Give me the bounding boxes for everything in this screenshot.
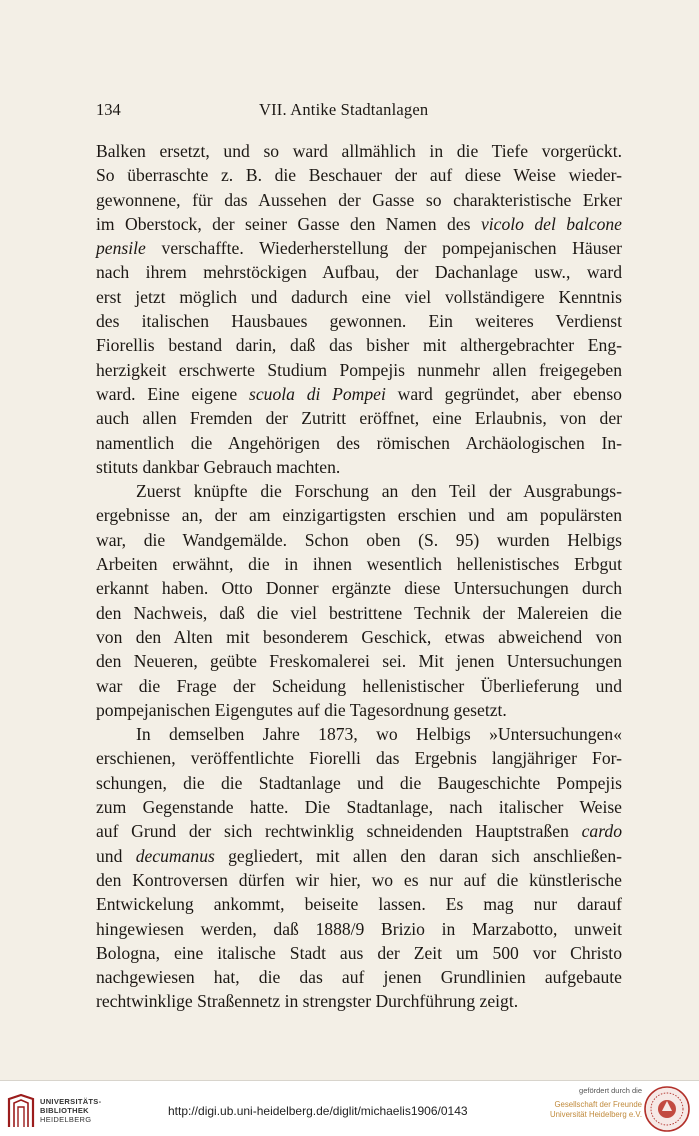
italic-term: pensile xyxy=(96,238,146,259)
paragraph xyxy=(96,479,622,722)
italic-term: scuola di Pompei xyxy=(249,383,386,404)
text-line: nach ihrem mehrstöckigen Aufbau, der Dachanlage usw., ward xyxy=(96,262,622,283)
library-name-line: UNIVERSITÄTS- xyxy=(40,1097,102,1106)
text-line: nachgewiesen hat, die das auf jenen Grundlinien aufgebaute xyxy=(96,967,622,988)
text-line: ergebnisse an, der am einzigartigsten erschien und am populärsten xyxy=(96,505,622,526)
text-line: herzigkeit erschwerte Studium Pompejis nunmehr allen freigegeben xyxy=(96,359,622,380)
text-line: auch allen Fremden der Zutritt eröffnet, eine Erlaubnis, von der xyxy=(96,408,622,429)
text-line: den Nachweis, daß die viel bestrittene Technik der Malereien die xyxy=(96,602,622,623)
text-line: war die Frage der Scheidung hellenistischer Überlieferung und xyxy=(96,675,622,696)
italic-term: decumanus xyxy=(135,845,215,866)
italic-term: vicolo del balcone xyxy=(480,213,622,234)
paragraph xyxy=(96,722,622,1014)
library-name-line: BIBLIOTHEK xyxy=(40,1106,89,1115)
chapter-title: VII. Antike Stadtanlagen xyxy=(259,100,429,119)
text-line: schungen, die die Stadtanlage und die Baugeschichte Pompejis xyxy=(96,772,622,793)
text-line: Fiorellis bestand darin, daß das bisher mit althergebrachter Eng- xyxy=(96,335,622,356)
text-line: auf Grund der sich rechtwinklig schneidenden Hauptstraßen cardo xyxy=(96,821,622,842)
text-line: Entwickelung ankommt, beiseite lassen. Es mag nur darauf xyxy=(96,894,622,915)
text-line: rechtwinklige Straßennetz in strengster Durchführung zeigt. xyxy=(96,991,519,1012)
permalink-url[interactable]: http://digi.ub.uni-heidelberg.de/diglit/michaelis1906/0143 xyxy=(168,1104,468,1118)
paragraph xyxy=(96,139,622,479)
text-line: pensile verschaffte. Wiederherstellung der pompejanischen Häuser xyxy=(96,238,622,259)
funder-name: Gesellschaft der Freunde xyxy=(554,1100,642,1109)
text-line: gewonnene, für das Aussehen der Gasse so charakteristische Erker xyxy=(96,189,622,210)
text-line: stituts dankbar Gebrauch machten. xyxy=(96,456,341,477)
page-number: 134 xyxy=(96,100,121,119)
university-library-logo-icon[interactable] xyxy=(6,1093,36,1129)
funder-name: Universität Heidelberg e.V. xyxy=(549,1109,642,1119)
text-line: In demselben Jahre 1873, wo Helbigs »Untersuchungen« xyxy=(136,724,622,745)
text-line: den Neueren, geübte Freskomalerei sei. Mit jenen Untersuchungen xyxy=(96,651,622,672)
text-line: Zuerst knüpfte die Forschung an den Teil der Ausgrabungs- xyxy=(136,481,622,502)
text-line: des italischen Hausbaues gewonnen. Ein weiteres Verdienst xyxy=(96,311,622,332)
running-head xyxy=(96,100,622,122)
text-line: Arbeiten erwähnt, die in ihnen wesentlich hellenistisches Erbgut xyxy=(96,554,622,575)
text-line: den Kontroversen dürfen wir hier, wo es nur auf die künstlerische xyxy=(96,869,622,890)
text-line: ward. Eine eigene scuola di Pompei ward gegründet, aber ebenso xyxy=(96,383,622,404)
text-line: Balken ersetzt, und so ward allmählich in die Tiefe vorgerückt. xyxy=(96,141,622,161)
body-text xyxy=(96,139,622,1014)
text-line: erkannt haben. Otto Donner ergänzte diese Untersuchungen durch xyxy=(96,578,622,599)
text-line: Bologna, eine italische Stadt aus der Zeit um 500 vor Christo xyxy=(96,942,622,963)
text-line: zum Gegenstande hatte. Die Stadtanlage, nach italischer Weise xyxy=(96,797,622,818)
text-line: erschienen, veröffentlichte Fiorelli das Ergebnis langjähriger For- xyxy=(96,748,622,769)
text-line: So überraschte z. B. die Beschauer der auf diese Weise wieder- xyxy=(96,165,622,186)
text-line: im Oberstock, der seiner Gasse den Namen des vicolo del balcone xyxy=(96,213,622,234)
funding-credit xyxy=(522,1086,642,1119)
text-line: hingewiesen werden, daß 1888/9 Brizio in Marzabotto, unweit xyxy=(96,918,622,939)
library-name xyxy=(40,1097,120,1124)
text-line: war, die Wandgemälde. Schon oben (S. 95) wurden Helbigs xyxy=(96,529,622,550)
italic-term: cardo xyxy=(581,821,622,842)
text-line: pompejanischen Eigengutes auf die Tagesordnung gesetzt. xyxy=(96,699,507,720)
text-line: von den Alten mit besonderem Geschick, etwas abweichend von xyxy=(96,626,622,647)
university-seal-icon[interactable] xyxy=(643,1085,691,1133)
text-line: namentlich die Angehörigen des römischen Archäologischen In- xyxy=(96,432,622,453)
text-line: erst jetzt möglich und dadurch eine viel vollständigere Kenntnis xyxy=(96,286,622,307)
text-line: und decumanus gegliedert, mit allen den daran sich anschließen- xyxy=(96,845,622,866)
library-name-line: HEIDELBERG xyxy=(40,1115,92,1124)
funded-by-label: gefördert durch die xyxy=(579,1086,642,1095)
